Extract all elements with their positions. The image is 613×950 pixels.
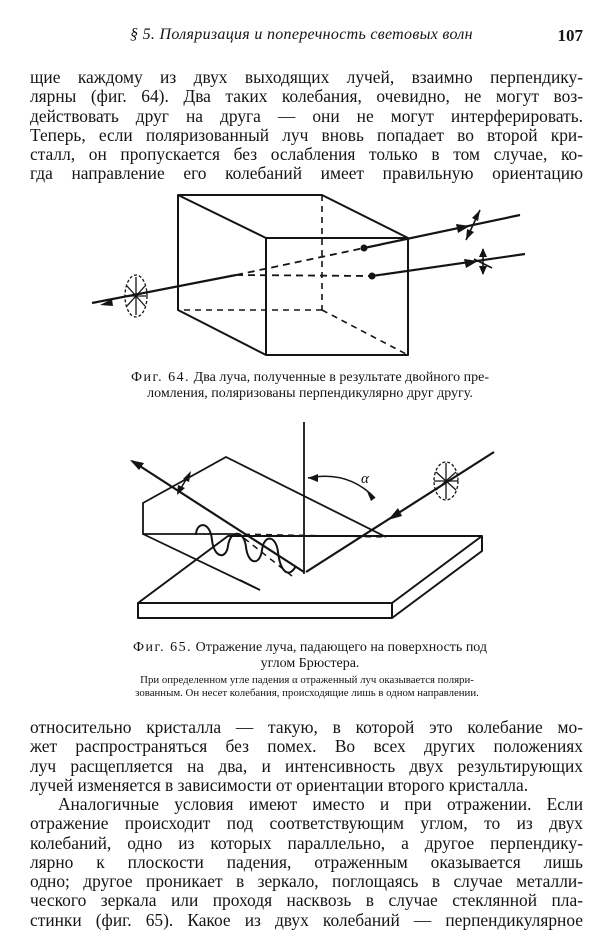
page-number: 107 [557, 26, 583, 45]
text-line: ческого зеркала или проходя насквозь в случае стеклянной пла- [30, 890, 583, 911]
unpolarized-light-icon [434, 462, 458, 500]
text-line: жет распространяться без помех. Во всех других положениях [30, 736, 583, 757]
figure-65-caption [60, 640, 560, 672]
text-line: относительно кристалла — такую, в которой это колебание мо- [30, 717, 583, 737]
text-line: лучей изменяется в зависимости от ориентации второго кристалла. [30, 774, 529, 795]
figure-label: Фиг. 65. [132, 640, 193, 655]
text-line: щие каждому из двух выходящих лучей, взаимно перпендику- [30, 67, 583, 87]
caption-line: Отражение луча, падающего на поверхность под [195, 640, 488, 655]
text-line: гда направление его колебаний имеет правильную ориентацию [30, 163, 583, 184]
note-line: зованным. Он несет колебания, происходящие лишь в одном направлении. [135, 687, 479, 699]
text-line: лярны (фиг. 64). Два таких колебания, очевидно, не могут воз- [30, 86, 583, 107]
text-line: луч расщепляется на два, и интенсивность двух результирующих [30, 755, 583, 776]
figure-label: Фиг. 64. [130, 370, 191, 385]
plane-of-incidence [143, 457, 386, 537]
text-line: Теперь, если поляризованный луч вновь попадает во второй кри- [30, 124, 583, 145]
caption-line: Два луча, полученные в результате двойного пре- [193, 370, 490, 385]
text-line: отражение происходит под соответствующим углом, то из двух [30, 813, 583, 834]
text-line: колебаний, одно из которых параллельно, а другое перпендику- [30, 832, 583, 853]
bottom-paragraph-1 [30, 718, 583, 795]
text-line: стинки (фиг. 65). Какое из двух колебаний — перпендикулярное [30, 909, 583, 930]
running-title: § 5. Поляризация и поперечность световых волн [130, 26, 473, 43]
caption-line: углом Брюстера. [260, 656, 360, 671]
text-line: действовать друг на друга — они не могут интерферировать. [30, 105, 583, 126]
mirror-front-face [138, 603, 392, 618]
mirror-side-face [392, 536, 482, 618]
ray-arrowhead [388, 508, 402, 520]
angle-label: α [361, 471, 369, 487]
text-line: одно; другое проникает в зеркало, поглощаясь в случае металли- [30, 871, 583, 892]
text-line: Аналогичные условия имеют иместо и при отражении. Если [58, 794, 583, 814]
note-line: При определенном угле падения α отраженный луч оказывается поляри- [140, 674, 474, 686]
caption-line: ломления, поляризованы перпендикулярно друг другу. [147, 386, 473, 401]
text-line: лярно к плоскости падения, отраженным оказывается лишь [30, 851, 583, 872]
bottom-paragraph-2 [30, 795, 583, 930]
text-line: сталл, он пропускается без ослабления только в том случае, ко- [30, 144, 583, 165]
figure-65-note [72, 674, 542, 700]
